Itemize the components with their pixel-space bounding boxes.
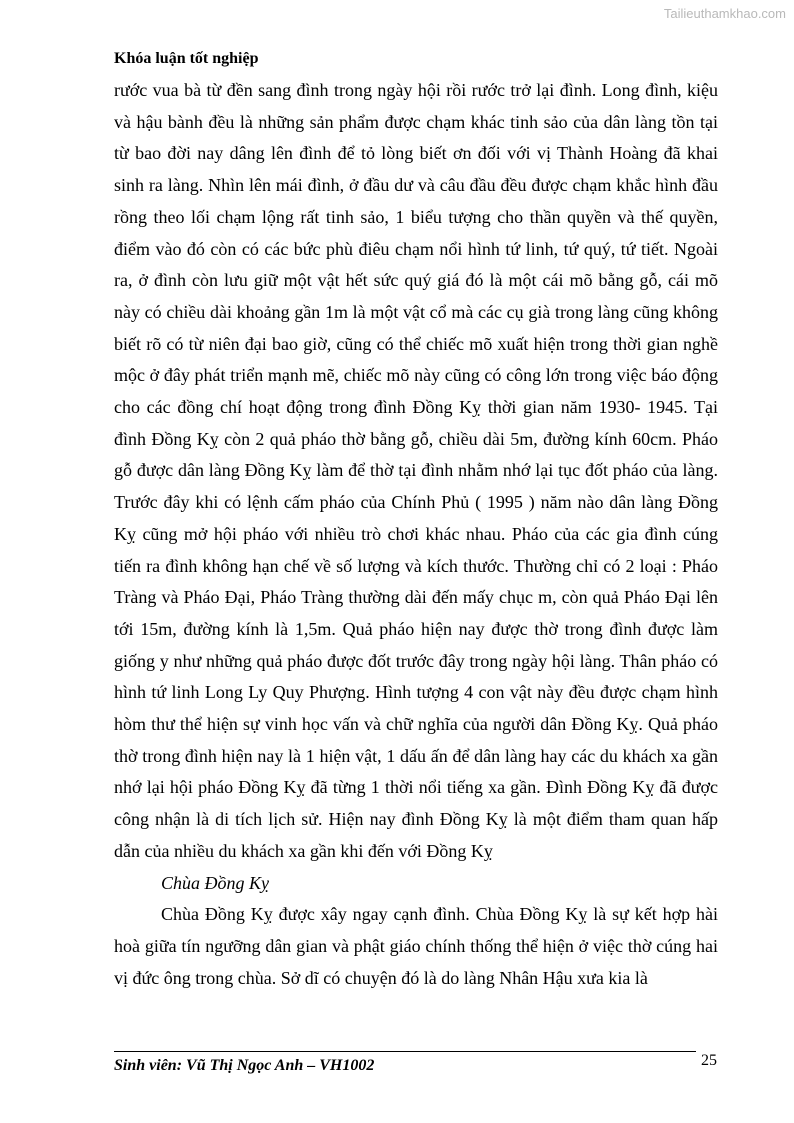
footer-author: Sinh viên: Vũ Thị Ngọc Anh – VH1002 [114,1057,375,1074]
section-subheading: Chùa Đồng Kỵ [161,872,269,893]
watermark-text: Tailieuthamkhao.com [663,6,786,21]
page-number: 25 [701,1052,717,1069]
footer-divider [114,1051,696,1052]
page-header-title: Khóa luận tốt nghiệp [114,50,259,67]
document-body [114,75,718,994]
body-paragraph-2: Chùa Đồng Kỵ được xây ngay cạnh đình. Chùa Đồng Kỵ là sự kết hợp hài hoà giữa tín ngưỡng dân gian và phật giáo chính thống thể hiện ở việc thờ cúng hai vị đức ông trong chùa. Sở dĩ có chuyện đó là do làng Nhân Hậu xưa kia là [114,904,718,988]
body-paragraph-1: rước vua bà từ đền sang đình trong ngày hội rồi rước trở lại đình. Long đình, kiệu và hậu bành đều là những sản phẩm được chạm khác tinh sảo của dân làng tồn tại từ bao đời nay dâng lên đình để tỏ lòng biết ơn đối với vị Thành Hoàng đã khai sinh ra làng. Nhìn lên mái đình, ở đầu dư và câu đầu đều được chạm khắc hình đầu rồng theo lối chạm lộng rất tinh sảo, 1 biểu tượng cho thần quyền và thế quyền, điểm vào đó còn có các bức phù điêu chạm nổi hình tứ linh, tứ quý, tứ tiết. Ngoài ra, ở đình còn lưu giữ một vật hết sức quý giá đó là một cái mõ bằng gỗ, cái mõ này có chiều dài khoảng gần 1m là một vật cổ mà các cụ già trong làng cũng không biết rõ có từ niên đại bao giờ, cũng có thể chiếc mõ xuất hiện trong thời gian nghề mộc ở đây phát triển mạnh mẽ, chiếc mõ này cũng có công lớn trong việc báo động cho các đồng chí hoạt động trong đình Đồng Kỵ thời gian năm 1930- 1945. Tại đình Đồng Kỵ còn 2 quả pháo thờ bằng gỗ, chiều dài 5m, đường kính 60cm. Pháo gỗ được dân làng Đồng Kỵ làm để thờ tại đình nhằm nhớ lại tục đốt pháo của làng. Trước đây khi có lệnh cấm pháo của Chính Phủ ( 1995 ) năm nào dân làng Đồng Kỵ cũng mở hội pháo với nhiều trò chơi khác nhau. Pháo của các gia đình cúng tiến ra đình không hạn chế về số lượng và kích thước. Thường chỉ có 2 loại : Pháo Tràng và Pháo Đại, Pháo Tràng thường dài đến mấy chục m, còn quả Pháo Đại lên tới 15m, đường kính là 1,5m. Quả pháo hiện nay được thờ trong đình được làm giống y như những quả pháo được đốt trước đây trong ngày hội làng. Thân pháo có hình tứ linh Long Ly Quy Phượng. Hình tượng 4 con vật này đều được chạm hình hòm thư thể hiện sự vinh học vấn và chữ nghĩa của người dân Đồng Kỵ. Quả pháo thờ trong đình hiện nay là 1 hiện vật, 1 dấu ấn để dân làng hay các du khách xa gần nhớ lại hội pháo Đồng Kỵ đã từng 1 thời nổi tiếng xa gần. Đình Đồng Kỵ đã được công nhận là di tích lịch sử. Hiện nay đình Đồng Kỵ là một điểm tham quan hấp dẫn của nhiều du khách xa gần khi đến với Đồng Kỵ [114,80,718,861]
